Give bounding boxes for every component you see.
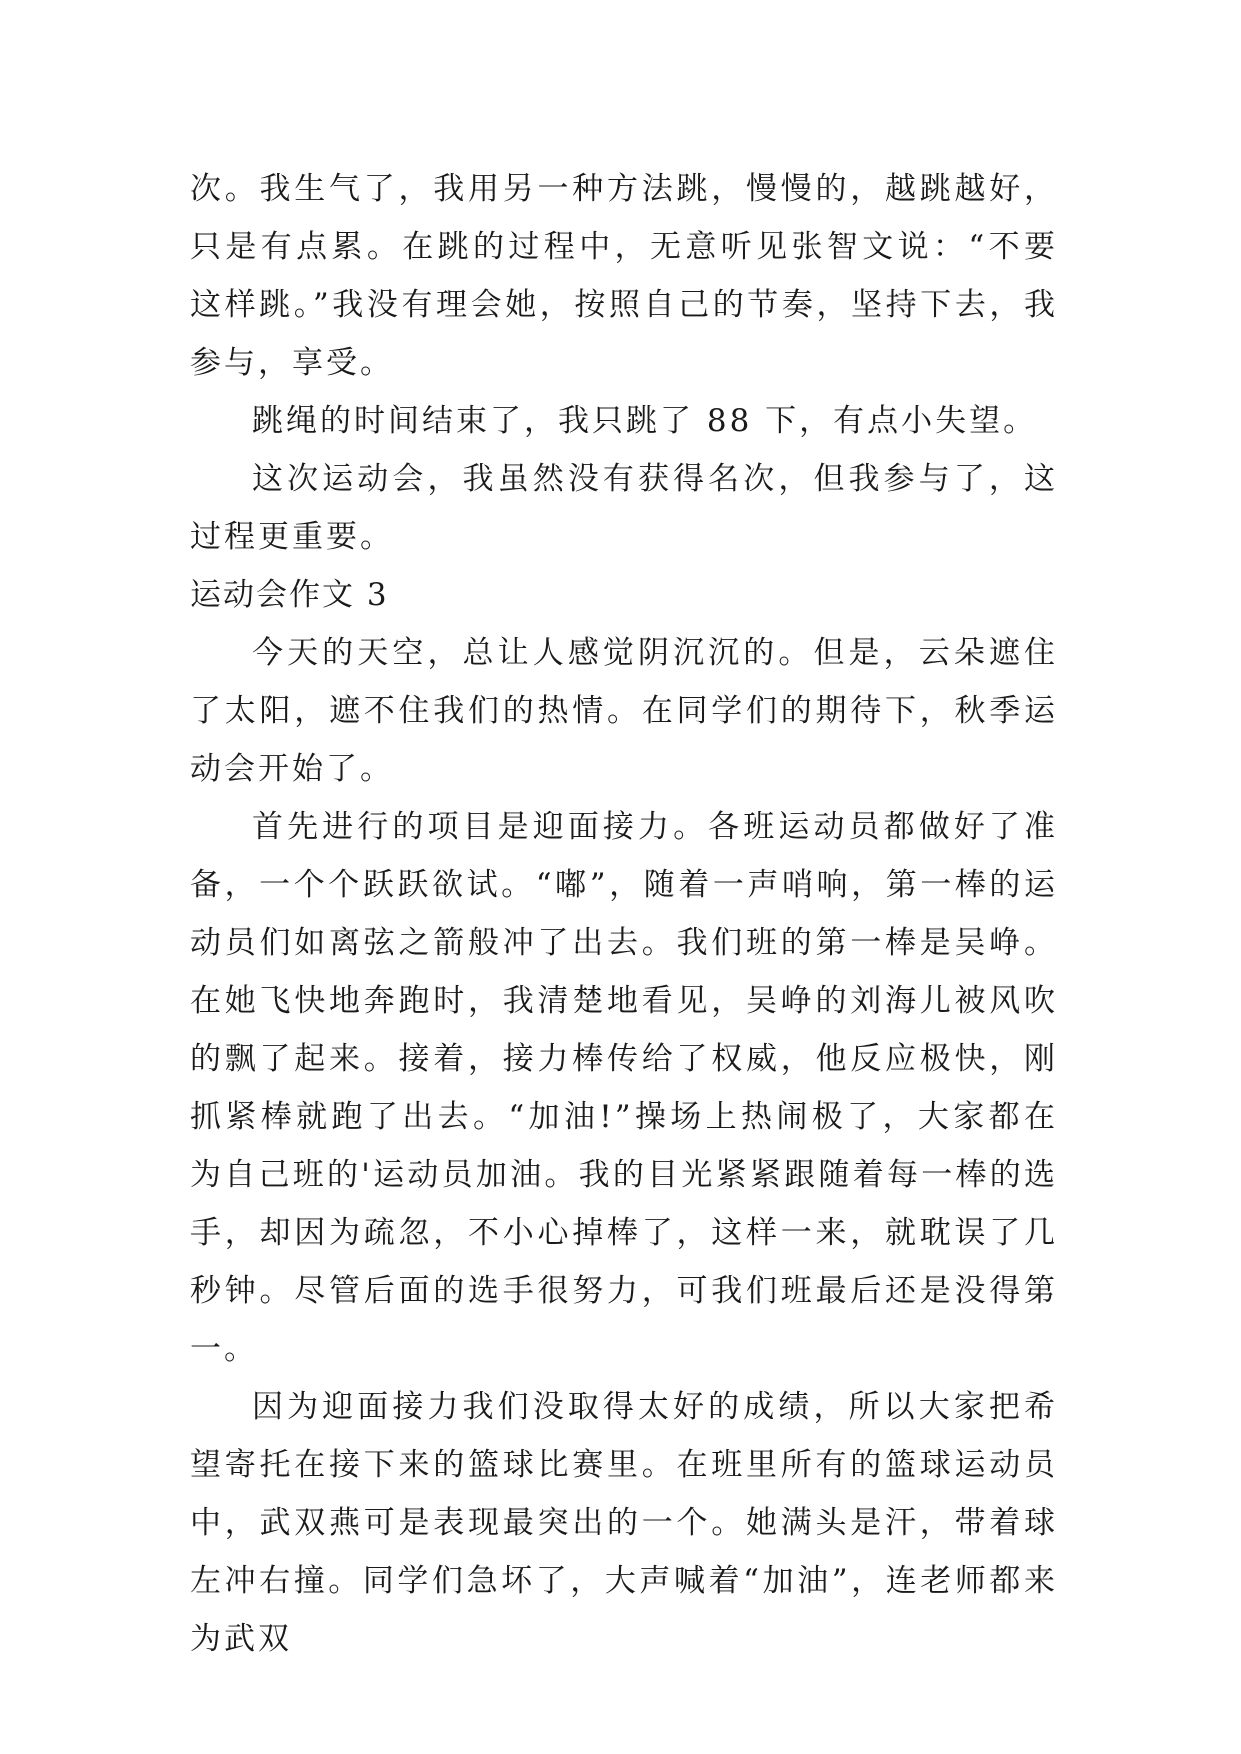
section-heading: 运动会作文 3 bbox=[190, 577, 389, 613]
paragraph: 因为迎面接力我们没取得太好的成绩，所以大家把希望寄托在接下来的篮球比赛里。在班里所有的篮球运动员中，武双燕可是表现最突出的一个。她满头是汗，带着球左冲右撞。同学们急坏了，大声喊着“加油”，连老师都来为武双 bbox=[190, 1389, 1058, 1657]
paragraph-continued: 次。我生气了，我用另一种方法跳，慢慢的，越跳越好，只是有点累。在跳的过程中，无意听见张智文说：“不要这样跳。”我没有理会她，按照自己的节奏，坚持下去，我参与，享受。 bbox=[190, 171, 1058, 381]
document-body bbox=[190, 160, 1058, 1668]
paragraph: 今天的天空，总让人感觉阴沉沉的。但是，云朵遮住了太阳，遮不住我们的热情。在同学们的期待下，秋季运动会开始了。 bbox=[190, 635, 1058, 787]
paragraph: 首先进行的项目是迎面接力。各班运动员都做好了准备，一个个跃跃欲试。“嘟”，随着一声哨响，第一棒的运动员们如离弦之箭般冲了出去。我们班的第一棒是吴峥。在她飞快地奔跑时，我清楚地看见，吴峥的刘海儿被风吹的飘了起来。接着，接力棒传给了权威，他反应极快，刚抓紧棒就跑了出去。“加油!”操场上热闹极了，大家都在为自己班的'运动员加油。我的目光紧紧跟随着每一棒的选手，却因为疏忽，不小心掉棒了，这样一来，就耽误了几秒钟。尽管后面的选手很努力，可我们班最后还是没得第一。 bbox=[190, 809, 1058, 1367]
paragraph: 这次运动会，我虽然没有获得名次，但我参与了，这过程更重要。 bbox=[190, 461, 1058, 555]
paragraph: 跳绳的时间结束了，我只跳了 88 下，有点小失望。 bbox=[252, 403, 1038, 439]
